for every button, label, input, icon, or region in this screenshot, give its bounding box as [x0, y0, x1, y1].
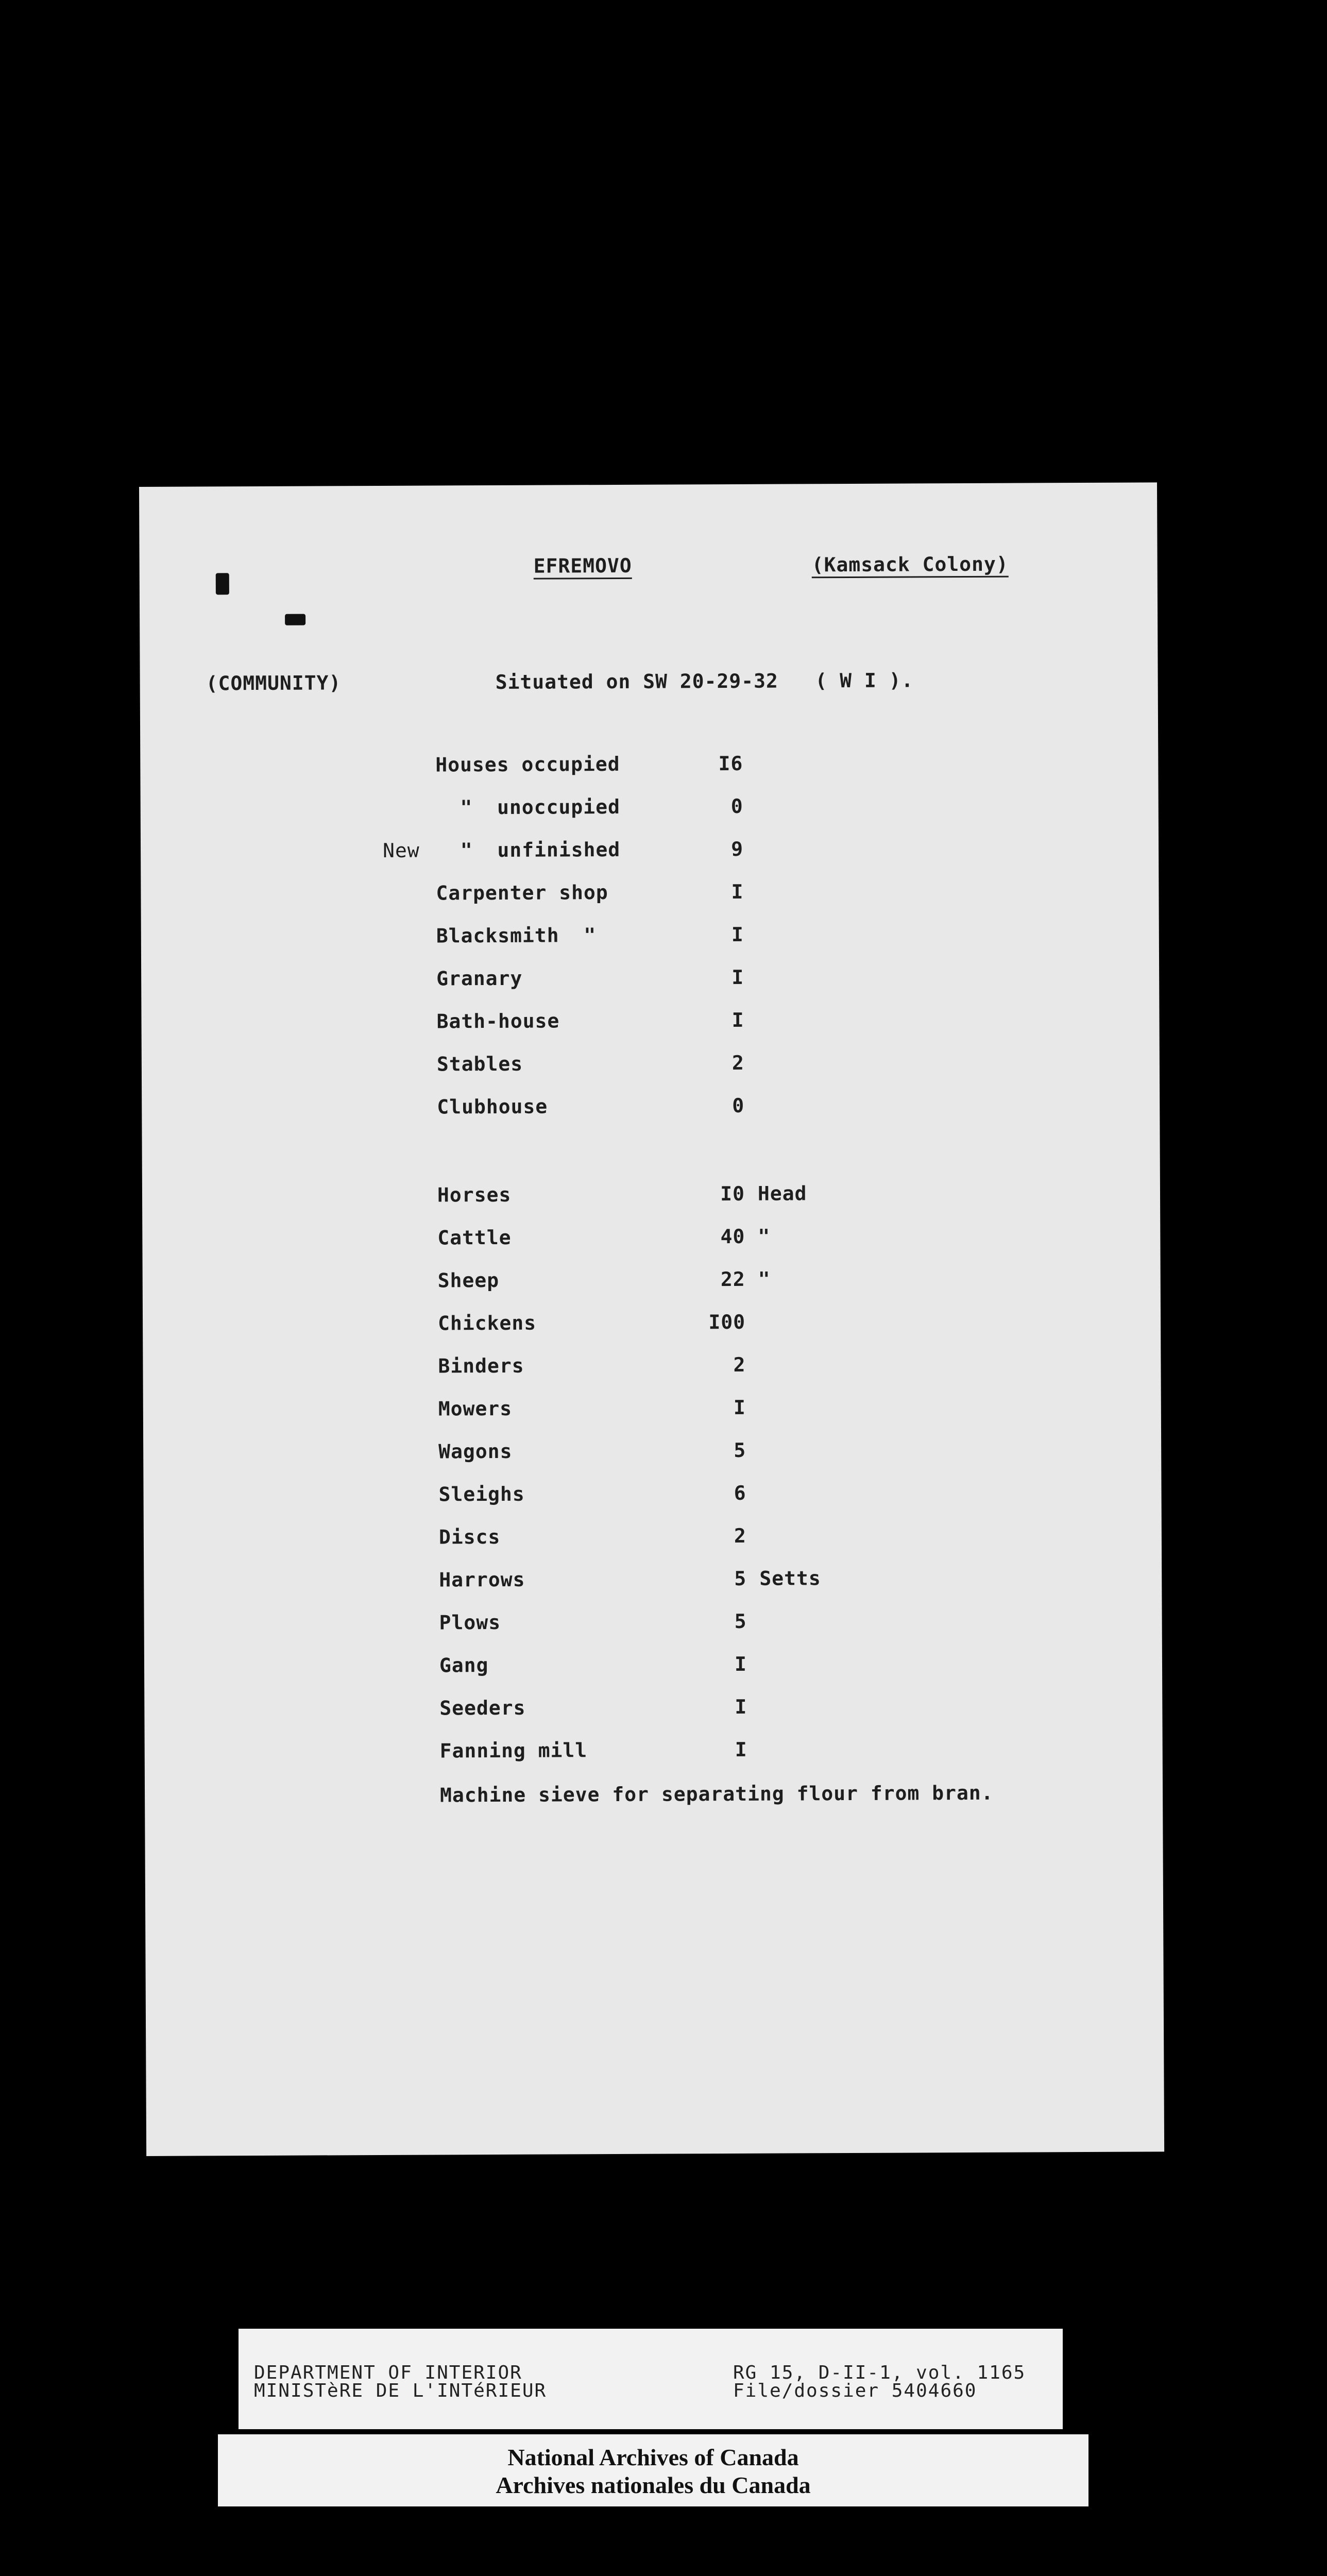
- row-value: I0: [720, 1182, 745, 1206]
- row-label: Carpenter shop: [436, 881, 608, 905]
- colony-name: (Kamsack Colony): [811, 552, 1009, 577]
- bleed-through-watermark: [286, 822, 304, 946]
- department-en: DEPARTMENT OF INTERIOR: [254, 2362, 522, 2383]
- row-value: 0: [730, 794, 743, 818]
- row-value: I: [731, 965, 744, 989]
- row-label: " unoccupied: [435, 795, 620, 819]
- row-label: Harrows: [439, 1568, 525, 1591]
- row-label: Chickens: [437, 1311, 537, 1335]
- row-label: Clubhouse: [437, 1095, 548, 1118]
- row-label: Mowers: [438, 1397, 513, 1420]
- row-label: Houses occupied: [435, 752, 620, 776]
- row-value: 5: [734, 1438, 746, 1462]
- archive-name-label: [218, 2434, 1088, 2506]
- row-label: Cattle: [437, 1226, 512, 1249]
- row-value: I00: [708, 1310, 746, 1334]
- row-unit: Setts: [759, 1567, 821, 1590]
- row-value: 9: [731, 837, 744, 860]
- document-title: EFREMOVO: [533, 554, 632, 578]
- row-value: 6: [734, 1481, 746, 1504]
- row-label: Fanning mill: [439, 1739, 588, 1762]
- row-label: Seeders: [439, 1696, 526, 1720]
- location-text: Situated on SW 20-29-32 ( W I ).: [495, 669, 914, 693]
- ink-blot-mark-small: [285, 614, 305, 625]
- row-label: Granary: [436, 967, 523, 990]
- row-value: I: [734, 1652, 747, 1675]
- archive-name-en: National Archives of Canada: [507, 2444, 799, 2470]
- row-label: Discs: [438, 1525, 501, 1549]
- department-fr: MINISTèRE DE L'INTéRIEUR: [254, 2380, 547, 2401]
- row-value: 5: [734, 1567, 747, 1590]
- ink-blot-mark: [216, 573, 229, 595]
- row-value: I6: [718, 752, 743, 775]
- archive-reference: RG 15, D-II-1, vol. 1165: [733, 2362, 1026, 2383]
- row-value: I: [731, 880, 744, 903]
- note-text: Machine sieve for separating flour from bran.: [439, 1781, 994, 1807]
- row-label: Plows: [439, 1611, 501, 1634]
- document-page: [139, 482, 1164, 2156]
- row-label: Gang: [439, 1654, 489, 1677]
- row-value: 2: [734, 1524, 746, 1547]
- row-value: 2: [733, 1353, 746, 1376]
- community-label: (COMMUNITY): [206, 671, 342, 695]
- row-label: Blacksmith ": [436, 924, 597, 947]
- row-value: I: [731, 1008, 744, 1031]
- row-value: I: [733, 1396, 746, 1419]
- row-label: Wagons: [438, 1439, 513, 1463]
- row-value: 22: [720, 1267, 745, 1291]
- archive-file-number: File/dossier 5404660: [733, 2380, 977, 2401]
- row-label: Sheep: [437, 1268, 500, 1292]
- row-value: I: [735, 1695, 747, 1718]
- row-unit: ": [758, 1225, 771, 1248]
- row-unit: ": [758, 1267, 771, 1291]
- row-value: 0: [732, 1094, 745, 1117]
- row-label: Binders: [438, 1354, 524, 1378]
- row-label: Bath-house: [436, 1009, 560, 1033]
- row-label: Stables: [436, 1052, 523, 1076]
- row-label: " unfinished: [435, 838, 621, 862]
- archive-reference-label: [239, 2329, 1063, 2429]
- row-prefix: New: [382, 839, 420, 862]
- row-label: Horses: [437, 1183, 512, 1207]
- row-value: I: [731, 923, 744, 946]
- row-value: 2: [731, 1051, 744, 1074]
- row-value: I: [735, 1738, 747, 1761]
- archive-name-fr: Archives nationales du Canada: [496, 2472, 811, 2498]
- row-unit: Head: [757, 1182, 807, 1205]
- row-value: 40: [720, 1225, 745, 1248]
- row-label: Sleighs: [438, 1482, 525, 1506]
- row-value: 5: [734, 1609, 747, 1633]
